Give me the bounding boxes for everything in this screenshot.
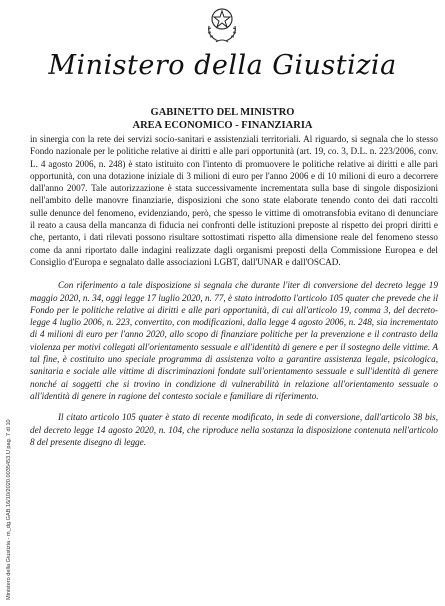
paragraph-3: Il citato articolo 105 quater è stato di recente modificato, in sede di conversione, dall'articolo 38 bis, del decreto legge 14 agosto 2020, n. 104, che riproduce nella sostanza la disposizione contenuta nell'articolo 8 del presente disegno di legge. [30,412,438,447]
document-body [30,133,438,448]
republic-emblem-icon [204,4,240,44]
area-heading: AREA ECONOMICO - FINANZIARIA [132,120,313,131]
paragraph-1: in sinergia con la rete dei servizi socio-sanitari e assistenziali territoriali. Al riguardo, si segnala che lo stesso Fondo nazionale per le politiche relative ai diritti e alle pari opportunità (art. 19, co. 3, D.L. n. 223/2006, conv. L. 4 agosto 2006, n. 248) è stato istituito con l'intento di promuovere le politiche relative ai diritti e alle pari opportunità, con una dotazione iniziale di 3 milioni di euro per l'anno 2006 e di 10 milioni di euro a decorrere dall'anno 2007. Tale autorizzazione è stata successivamente incrementata sulla base di singole disposizioni nell'ambito delle manovre finanziarie, disposizioni che sono state elaborate tenendo conto dei dati raccolti sulle denunce del fenomeno, evidenziando, però, che spesso le vittime di omotransfobia evitano di denunciare il reato a causa della mancanza di fiducia nei confronti delle istituzioni preposte al rispetto dei propri diritti e che, pertanto, i dati rilevati possono risultare sottostimati rispetto alla dimensione reale del fenomeno stesso come da anni riportato dalle indagini realizzate dagli organismi preposti della Commissione Europea e del Consiglio d'Europa e segnalato dalle associazioni LGBT, dall'UNAR e dall'OSCAD. [30,134,438,267]
paragraph-2: Con riferimento a tale disposizione si segnala che durante l'iter di conversione del decreto legge 19 maggio 2020, n. 34, oggi legge 17 luglio 2020, n. 77, è stato introdotto l'articolo 105 quater che prevede che il Fondo per le politiche relative ai diritti e alle pari opportunità, di cui all'articolo 19, comma 3, del decreto-legge 4 luglio 2006, n. 223, convertito, con modificazioni, dalla legge 4 agosto 2006, n. 248, sia incrementato di 4 milioni di euro per l'anno 2020, allo scopo di finanziare politiche per la prevenzione e il contrasto della violenza per motivi collegati all'orientamento sessuale e all'identità di genere e per il sostegno delle vittime. A tal fine, è costituito uno speciale programma di assistenza volto a garantire assistenza legale, psicologica, sanitaria e sociale alle vittime di discriminazioni fondate sull'orientamento sessuale e sull'identità di genere nonché ai soggetti che si trovino in condizione di vulnerabilità in relazione all'orientamento sessuale o all'identità di genere in ragione del contesto sociale e familiare di riferimento. [30,280,438,401]
protocol-stamp: Ministero della Giustizia - m_dg.GAB.16/10/2020.0035453.U pag. 7 di 10 [6,419,12,600]
ministry-title: Ministero della Giustizia [48,50,397,81]
office-heading: GABINETTO DEL MINISTRO [150,107,295,118]
